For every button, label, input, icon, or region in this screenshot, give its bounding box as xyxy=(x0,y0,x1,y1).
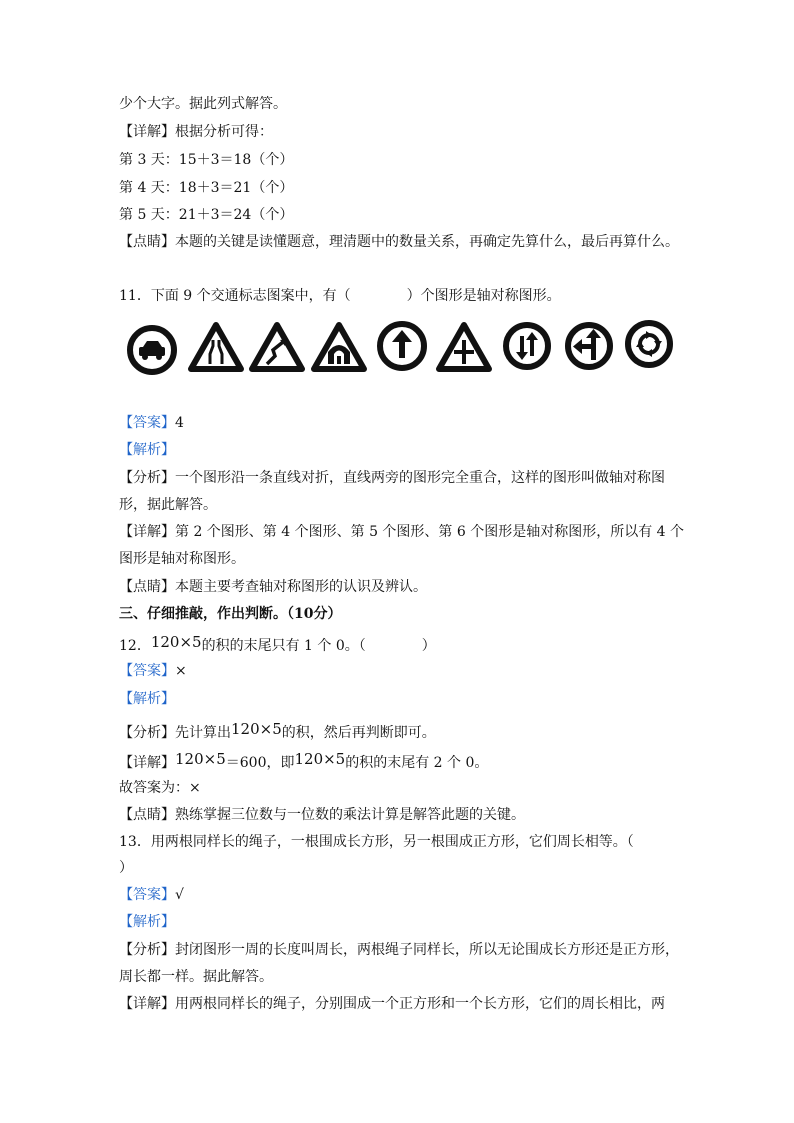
comment-text: 本题的关键是读懂题意，理清题中的数量关系，再确定先算什么，最后再算什么。 xyxy=(175,234,679,250)
answer-line xyxy=(119,885,184,905)
answer-line xyxy=(119,413,184,433)
text-line xyxy=(119,577,427,597)
text-line xyxy=(119,468,665,488)
comment-tag: 【点睛】 xyxy=(119,234,175,250)
text-line xyxy=(119,232,679,252)
road-narrows-sign-icon xyxy=(186,318,246,378)
text-line xyxy=(119,805,525,825)
analysis-header xyxy=(119,912,175,932)
detail-tag: 【详解】 xyxy=(119,996,175,1012)
detail-tag: 【详解】 xyxy=(119,124,175,140)
comment-text: 熟练掌握三位数与一位数的乘法计算是解答此题的关键。 xyxy=(175,807,525,823)
answer-tag: 【答案】 xyxy=(119,663,175,679)
detail-text: ＝600，即 xyxy=(225,755,295,771)
fenxi-tag: 【分析】 xyxy=(119,470,175,486)
text-line xyxy=(119,122,273,142)
text-line xyxy=(119,994,665,1014)
detail-text: 的积的末尾有 2 个 0。 xyxy=(345,755,489,771)
comment-text: 本题主要考查轴对称图形的认识及辨认。 xyxy=(175,579,427,595)
answer-tag: 【答案】 xyxy=(119,415,175,431)
analysis-header xyxy=(119,689,175,709)
text-line xyxy=(119,722,436,743)
question-12 xyxy=(119,635,436,656)
fenxi-text: 的积，然后再判断即可。 xyxy=(281,725,436,741)
text-line: 故答案为：× xyxy=(119,780,201,796)
detail-text: 根据分析可得： xyxy=(175,124,273,140)
text-line xyxy=(119,522,684,542)
math-expression: 120×5 xyxy=(294,750,346,768)
answer-value: √ xyxy=(175,887,184,903)
fenxi-text: 一个图形沿一条直线对折，直线两旁的图形完全重合，这样的图形叫做轴对称图 xyxy=(175,470,665,486)
detail-tag: 【详解】 xyxy=(119,524,175,540)
text-line xyxy=(119,940,679,960)
comment-tag: 【点睛】 xyxy=(119,579,175,595)
straight-arrow-sign-icon xyxy=(372,318,432,378)
math-expression: 120×5 xyxy=(231,720,282,738)
detail-text: 第 2 个图形、第 4 个图形、第 5 个图形、第 6 个图形是轴对称图形，所以有 4 个 xyxy=(175,524,685,540)
fenxi-tag: 【分析】 xyxy=(119,725,175,741)
answer-line xyxy=(119,661,187,681)
question-11: 11．下面 9 个交通标志图案中，有（ ）个图形是轴对称图形。 xyxy=(119,288,561,304)
answer-value: × xyxy=(175,663,187,679)
comment-tag: 【点睛】 xyxy=(119,807,175,823)
two-way-arrows-sign-icon xyxy=(497,318,557,378)
detail-text: 用两根同样长的绳子，分别围成一个正方形和一个长方形，它们的周长相比，两 xyxy=(175,996,665,1012)
tunnel-sign-icon xyxy=(309,318,369,378)
text-line xyxy=(119,752,488,773)
text-line: 第 3 天：15＋3＝18（个） xyxy=(119,152,294,168)
analysis-tag: 【解析】 xyxy=(119,691,175,707)
car-circle-sign-icon xyxy=(122,318,182,378)
straight-or-left-sign-icon xyxy=(559,318,619,378)
text-line: 第 4 天：18＋3＝21（个） xyxy=(119,180,294,196)
fenxi-text: 封闭图形一周的长度叫周长，两根绳子同样长，所以无论围成长方形还是正方形， xyxy=(175,942,679,958)
question-number: 12． xyxy=(119,638,151,654)
text-line: 形，据此解答。 xyxy=(119,497,217,513)
question-text: 的积的末尾只有 1 个 0。（ ） xyxy=(201,638,436,654)
section-heading: 三、仔细推敲，作出判断。（10分） xyxy=(119,606,342,622)
text-line: ） xyxy=(119,860,133,876)
fenxi-text: 先计算出 xyxy=(175,725,231,741)
traffic-signs-row xyxy=(116,318,676,378)
text-line: 周长都一样。据此解答。 xyxy=(119,969,273,985)
analysis-tag: 【解析】 xyxy=(119,914,175,930)
answer-tag: 【答案】 xyxy=(119,887,175,903)
math-expression: 120×5 xyxy=(150,633,202,651)
analysis-tag: 【解析】 xyxy=(119,442,175,458)
roundabout-sign-icon xyxy=(619,318,679,378)
text-line: 少个大字。据此列式解答。 xyxy=(119,96,287,112)
text-line: 第 5 天：21＋3＝24（个） xyxy=(119,207,294,223)
double-curve-sign-icon xyxy=(247,318,307,378)
crossroad-sign-icon xyxy=(434,318,494,378)
math-expression: 120×5 xyxy=(175,750,226,768)
fenxi-tag: 【分析】 xyxy=(119,942,175,958)
detail-tag: 【详解】 xyxy=(119,755,175,771)
analysis-header xyxy=(119,440,175,460)
question-13: 13．用两根同样长的绳子，一根围成长方形，另一根围成正方形，它们周长相等。（ xyxy=(119,834,634,850)
answer-value: 4 xyxy=(175,415,184,431)
text-line: 图形是轴对称图形。 xyxy=(119,551,245,567)
